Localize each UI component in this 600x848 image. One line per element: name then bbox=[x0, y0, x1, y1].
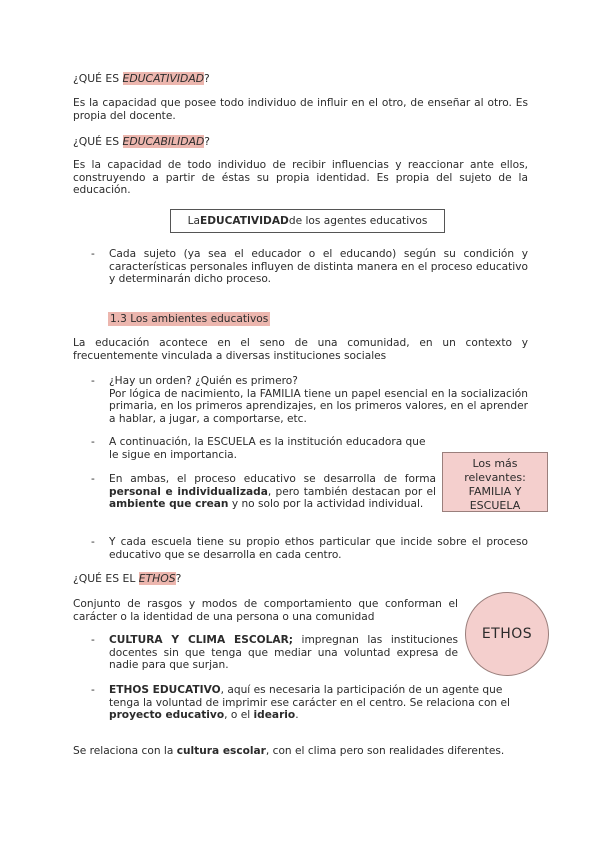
list-item: - ETHOS EDUCATIVO, aquí es necesaria la participación de un agente que tenga la voluntad de imprimir ese carácter en el centro. Se relaciona con el proyecto educativo, o el ideario. bbox=[91, 684, 510, 721]
paragraph-ethos: Conjunto de rasgos y modos de comportamiento que conforman el carácter o la identidad de una persona o una comunidad bbox=[73, 598, 458, 623]
dash-marker: - bbox=[91, 248, 95, 260]
dash-marker: - bbox=[91, 634, 95, 646]
list-item: - Y cada escuela tiene su propio ethos particular que incide sobre el proceso educativo que se desarrolla en cada centro. bbox=[91, 536, 528, 561]
section-title: 1.3 Los ambientes educativos bbox=[110, 313, 269, 325]
term-ethos: ETHOS bbox=[138, 572, 176, 585]
heading-educabilidad: ¿QUÉ ES EDUCABILIDAD? bbox=[73, 135, 211, 148]
educatividad-agents-box: La EDUCATIVIDAD de los agentes educativos bbox=[170, 209, 445, 233]
dash-marker: - bbox=[91, 436, 95, 448]
paragraph-educatividad: Es la capacidad que posee todo individuo de influir en el otro, de enseñar al otro. Es propia del docente. bbox=[73, 97, 528, 122]
relevant-agents-note: Los más relevantes: FAMILIA Y ESCUELA bbox=[442, 452, 548, 512]
list-item: - En ambas, el proceso educativo se desarrolla de forma personal e individualizada, pero también destacan por el ambiente que crean y no solo por la actividad individual. bbox=[91, 473, 436, 510]
heading-educatividad: ¿QUÉ ES EDUCATIVIDAD? bbox=[73, 72, 210, 85]
paragraph-ambientes: La educación acontece en el seno de una comunidad, en un contexto y frecuentemente vinculada a diversas instituciones sociales bbox=[73, 337, 528, 362]
heading-ethos: ¿QUÉ ES EL ETHOS? bbox=[73, 572, 182, 585]
dash-marker: - bbox=[91, 536, 95, 548]
list-item: - A continuación, la ESCUELA es la institución educadora que le sigue en importancia. bbox=[91, 436, 426, 461]
list-item: - ¿Hay un orden? ¿Quién es primero? Por lógica de nacimiento, la FAMILIA tiene un papel esencial en la socialización primaria, en los primeros aprendizajes, en los primeros valores, en el aprender a hablar, a jugar, a comportarse, etc. bbox=[91, 375, 528, 425]
list-item: - Cada sujeto (ya sea el educador o el educando) según su condición y características personales influyen de distinta manera en el proceso educativo y determinarán dicho proceso. bbox=[91, 248, 528, 285]
paragraph-educabilidad: Es la capacidad de todo individuo de recibir influencias y reaccionar ante ellos, construyendo a partir de éstas su propia identidad. Es propia del sujeto de la educación. bbox=[73, 159, 528, 196]
dash-marker: - bbox=[91, 473, 95, 485]
term-educatividad: EDUCATIVIDAD bbox=[122, 72, 205, 85]
dash-marker: - bbox=[91, 375, 95, 387]
list-item: - CULTURA Y CLIMA ESCOLAR; impregnan las instituciones docentes sin que tenga que mediar una voluntad expresa de nadie para que surjan. bbox=[91, 634, 458, 671]
dash-marker: - bbox=[91, 684, 95, 696]
paragraph-cultura-escolar: Se relaciona con la cultura escolar, con el clima pero son realidades diferentes. bbox=[73, 745, 505, 757]
term-educabilidad: EDUCABILIDAD bbox=[122, 135, 205, 148]
ethos-circle: ETHOS bbox=[465, 592, 549, 676]
